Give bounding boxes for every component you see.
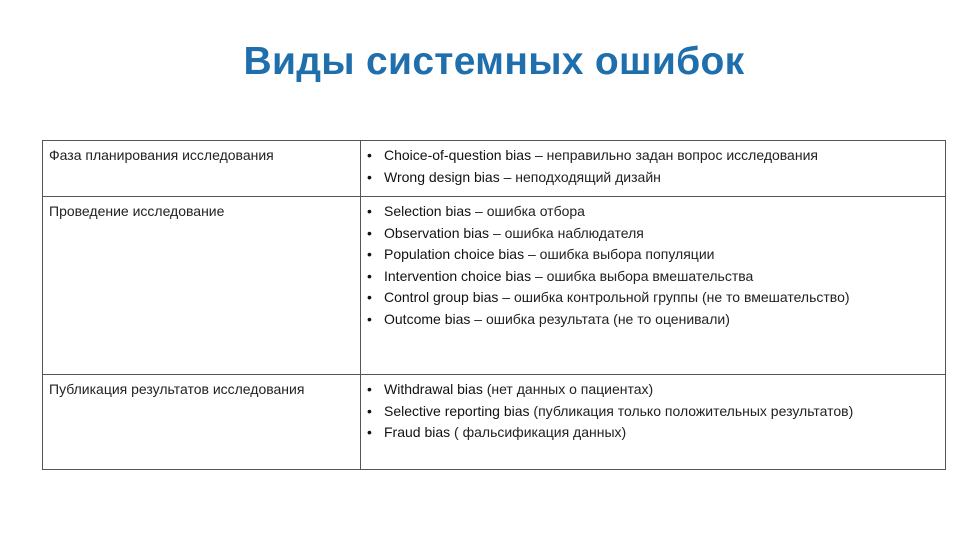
bias-description: ( фальсификация данных) bbox=[450, 424, 627, 440]
bias-list bbox=[367, 145, 939, 188]
bias-description: – ошибка выбора популяции bbox=[524, 246, 715, 262]
bias-term: Fraud bias bbox=[384, 424, 451, 440]
bias-description: – ошибка выбора вмешательства bbox=[531, 267, 754, 284]
bias-term: Intervention choice bias bbox=[384, 267, 532, 284]
bias-list-cell bbox=[361, 141, 946, 197]
bias-term: Selective reporting bias bbox=[384, 402, 530, 419]
table-row-conduct bbox=[43, 197, 946, 375]
bias-description: – ошибка наблюдателя bbox=[489, 224, 644, 241]
bullet-icon: • bbox=[367, 424, 372, 440]
list-item bbox=[367, 244, 939, 266]
list-item bbox=[367, 167, 939, 189]
bullet-icon: • bbox=[367, 310, 372, 327]
list-item bbox=[367, 223, 939, 245]
list-item bbox=[367, 287, 939, 309]
bias-term: Withdrawal bias bbox=[384, 381, 483, 397]
slide-title: Виды системных ошибок bbox=[243, 40, 745, 83]
bias-term: Wrong design bias bbox=[384, 168, 500, 185]
table-row-planning bbox=[43, 141, 946, 197]
bias-description: – ошибка результата (не то оценивали) bbox=[470, 310, 730, 327]
phase-cell: Проведение исследование bbox=[43, 197, 361, 375]
bias-term: Control group bias bbox=[384, 289, 499, 305]
phase-cell: Публикация результатов исследования bbox=[43, 375, 361, 470]
phase-cell: Фаза планирования исследования bbox=[43, 141, 361, 197]
list-item bbox=[367, 266, 939, 288]
bias-list-cell bbox=[361, 375, 946, 470]
list-item bbox=[367, 401, 939, 423]
bias-table bbox=[42, 140, 946, 470]
bias-term: Population choice bias bbox=[384, 246, 525, 262]
list-item bbox=[367, 201, 939, 223]
bias-description: – ошибка отбора bbox=[471, 203, 585, 219]
bias-term: Outcome bias bbox=[384, 310, 471, 327]
bullet-icon: • bbox=[367, 203, 372, 219]
bullet-icon: • bbox=[367, 289, 372, 305]
bias-list bbox=[367, 379, 939, 444]
bias-term: Selection bias bbox=[384, 203, 472, 219]
bias-description: – ошибка контрольной группы (не то вмешательство) bbox=[498, 289, 850, 305]
bias-description: (нет данных о пациентах) bbox=[482, 381, 654, 397]
bullet-icon: • bbox=[367, 246, 372, 262]
list-item bbox=[367, 309, 939, 331]
bullet-icon: • bbox=[367, 402, 372, 419]
list-item bbox=[367, 379, 939, 401]
bullet-icon: • bbox=[367, 224, 372, 241]
bias-term: Observation bias bbox=[384, 224, 490, 241]
bullet-icon: • bbox=[367, 267, 372, 284]
bias-term: Choice-of-question bias bbox=[384, 147, 532, 163]
bullet-icon: • bbox=[367, 168, 372, 185]
bias-description: (публикация только положительных результатов) bbox=[529, 402, 854, 419]
list-item bbox=[367, 145, 939, 167]
bias-list-cell bbox=[361, 197, 946, 375]
list-item bbox=[367, 422, 939, 444]
table-row-publication bbox=[43, 375, 946, 470]
bias-description: – неправильно задан вопрос исследования bbox=[531, 147, 818, 163]
bias-list bbox=[367, 201, 939, 330]
bias-description: – неподходящий дизайн bbox=[499, 168, 661, 185]
bullet-icon: • bbox=[367, 147, 372, 163]
bullet-icon: • bbox=[367, 381, 372, 397]
